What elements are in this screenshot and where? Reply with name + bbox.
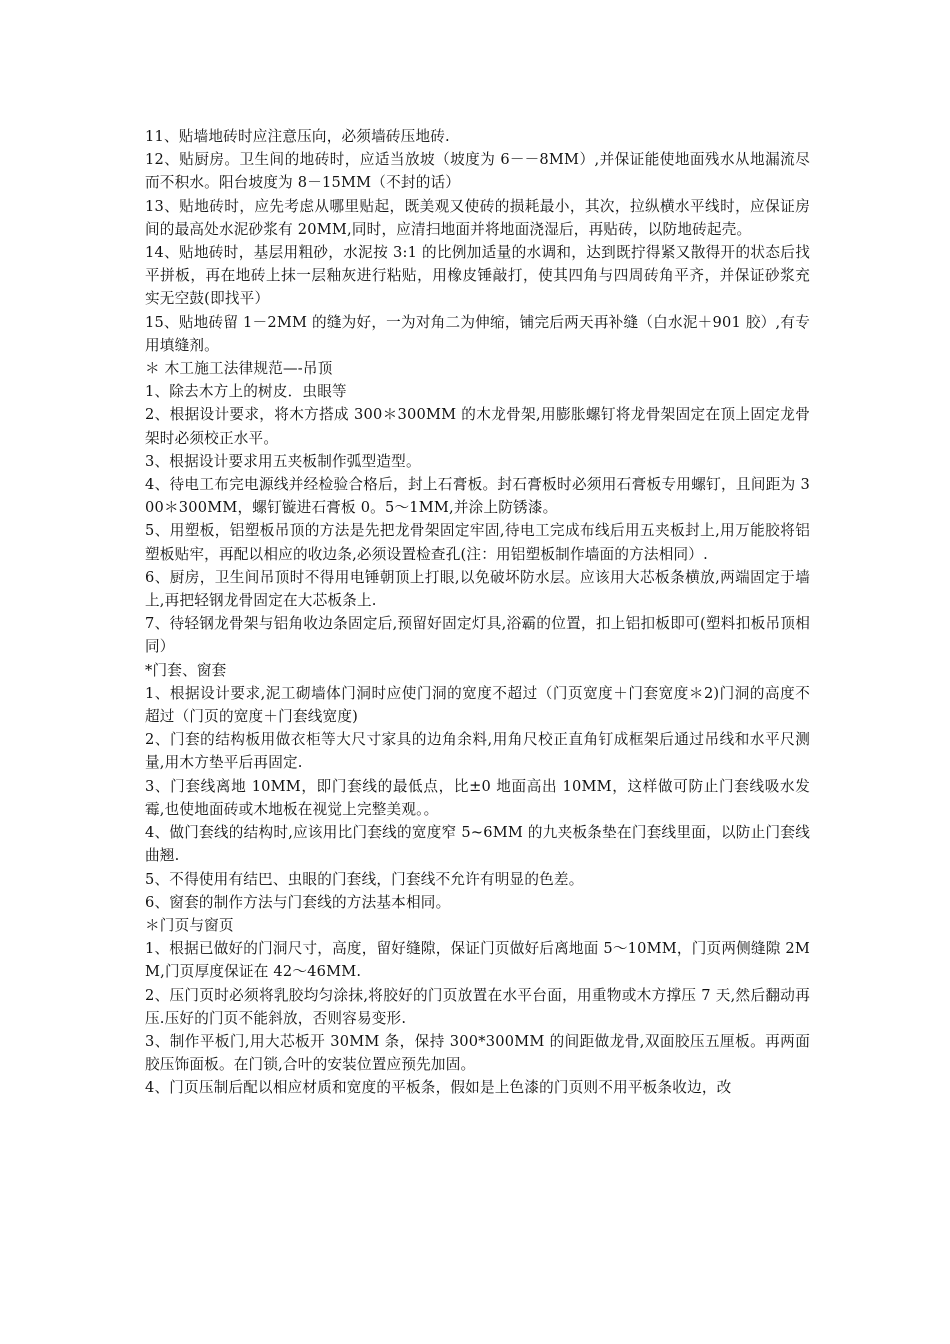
section-heading-door-leaf: ＊门页与窗页 (145, 916, 234, 934)
section-heading-door-frame: *门套、窗套 (145, 661, 227, 679)
paragraph-ceiling-6: 6、厨房，卫生间吊顶时不得用电锤朝顶上打眼,以免破坏防水层。应该用大芯板条横放,两端固定于墙上,再把轻钢龙骨固定在大芯板条上. (145, 568, 810, 610)
paragraph-tile-12: 12、贴厨房。卫生间的地砖时，应适当放坡（坡度为 6－－8MM）,并保证能使地面残水从地漏流尽而不积水。阳台坡度为 8－15MM（不封的话） (145, 151, 810, 192)
paragraph-tile-13: 13、贴地砖时，应先考虑从哪里贴起，既美观又使砖的损耗最小，其次，拉纵横水平线时，应保证房间的最高处水泥砂浆有 20MM,同时，应清扫地面并将地面浇湿后，再贴砖，以防地砖起壳。 (145, 197, 810, 238)
paragraph-ceiling-4: 4、待电工布完电源线并经检验合格后，封上石膏板。封石膏板时必须用石膏板专用螺钉，且间距为 300＊300MM，螺钉镟进石膏板 0。5～1MM,并涂上防锈漆。 (145, 476, 810, 517)
paragraph-frame-6: 6、窗套的制作方法与门套线的方法基本相同。 (145, 893, 451, 911)
paragraph-tile-11: 11、贴墙地砖时应注意压向，必须墙砖压地砖. (145, 128, 450, 145)
paragraph-tile-15: 15、贴地砖留 1－2MM 的缝为好，一为对角二为伸缩，铺完后两天再补缝（白水泥＋901 胶）,有专用填缝剂。 (145, 313, 810, 354)
paragraph-ceiling-1: 1、除去木方上的树皮．虫眼等 (145, 383, 347, 401)
paragraph-ceiling-7: 7、待轻钢龙骨架与铝角收边条固定后,预留好固定灯具,浴霸的位置，扣上铝扣板即可(塑料扣板吊顶相同） (145, 615, 810, 656)
paragraph-leaf-2: 2、压门页时必须将乳胶均匀涂抹,将胶好的门页放置在水平台面，用重物或木方撑压 7 天,然后翻动再压.压好的门页不能斜放，否则容易变形. (145, 986, 810, 1027)
paragraph-ceiling-3: 3、根据设计要求用五夹板制作弧型造型。 (145, 452, 421, 470)
paragraph-frame-5: 5、不得使用有结巴、虫眼的门套线，门套线不允许有明显的色差。 (145, 870, 584, 888)
section-heading-ceiling: ＊ 木工施工法律规范—-吊顶 (145, 360, 333, 378)
paragraph-ceiling-5: 5、用塑板，铝塑板吊顶的方法是先把龙骨架固定牢固,待电工完成布线后用五夹板封上,用万能胶将铝塑板贴牢，再配以相应的收边条,必须设置检查孔(注：用铝塑板制作墙面的方法相同）. (145, 522, 810, 563)
paragraph-frame-1: 1、根据设计要求,泥工砌墙体门洞时应使门洞的宽度不超过（门页宽度＋门套宽度＊2)门洞的高度不超过（门页的宽度＋门套线宽度) (145, 684, 810, 726)
paragraph-frame-2: 2、门套的结构板用做衣柜等大尺寸家具的边角余料,用角尺校正直角钉成框架后通过吊线和水平尺测量,用木方垫平后再固定. (145, 731, 810, 772)
paragraph-tile-14: 14、贴地砖时，基层用粗砂，水泥按 3:1 的比例加适量的水调和，达到既拧得紧又散得开的状态后找平拼板，再在地砖上抹一层釉灰进行粘贴，用橡皮锤敲打，使其四角与四周砖角平齐，并保证砂浆充实无空鼓(即找平） (145, 244, 810, 308)
document-body (145, 125, 810, 1100)
paragraph-frame-4: 4、做门套线的结构时,应该用比门套线的宽度窄 5~6MM 的九夹板条垫在门套线里面，以防止门套线曲翘. (145, 824, 810, 865)
paragraph-leaf-1: 1、根据已做好的门洞尺寸，高度，留好缝隙，保证门页做好后离地面 5～10MM，门页两侧缝隙 2MM,门页厚度保证在 42～46MM. (145, 940, 810, 981)
paragraph-frame-3: 3、门套线离地 10MM，即门套线的最低点，比±0 地面高出 10MM，这样做可防止门套线吸水发霉,也使地面砖或木地板在视觉上完整美观。。 (145, 777, 810, 818)
paragraph-leaf-4: 4、门页压制后配以相应材质和宽度的平板条，假如是上色漆的门页则不用平板条收边，改 (145, 1079, 732, 1097)
paragraph-ceiling-2: 2、根据设计要求，将木方搭成 300＊300MM 的木龙骨架,用膨胀螺钉将龙骨架固定在顶上固定龙骨架时必须校正水平。 (145, 406, 810, 447)
paragraph-leaf-3: 3、制作平板门,用大芯板开 30MM 条，保持 300*300MM 的间距做龙骨,双面胶压五厘板。再两面胶压饰面板。在门锁,合叶的安装位置应预先加固。 (145, 1032, 810, 1074)
